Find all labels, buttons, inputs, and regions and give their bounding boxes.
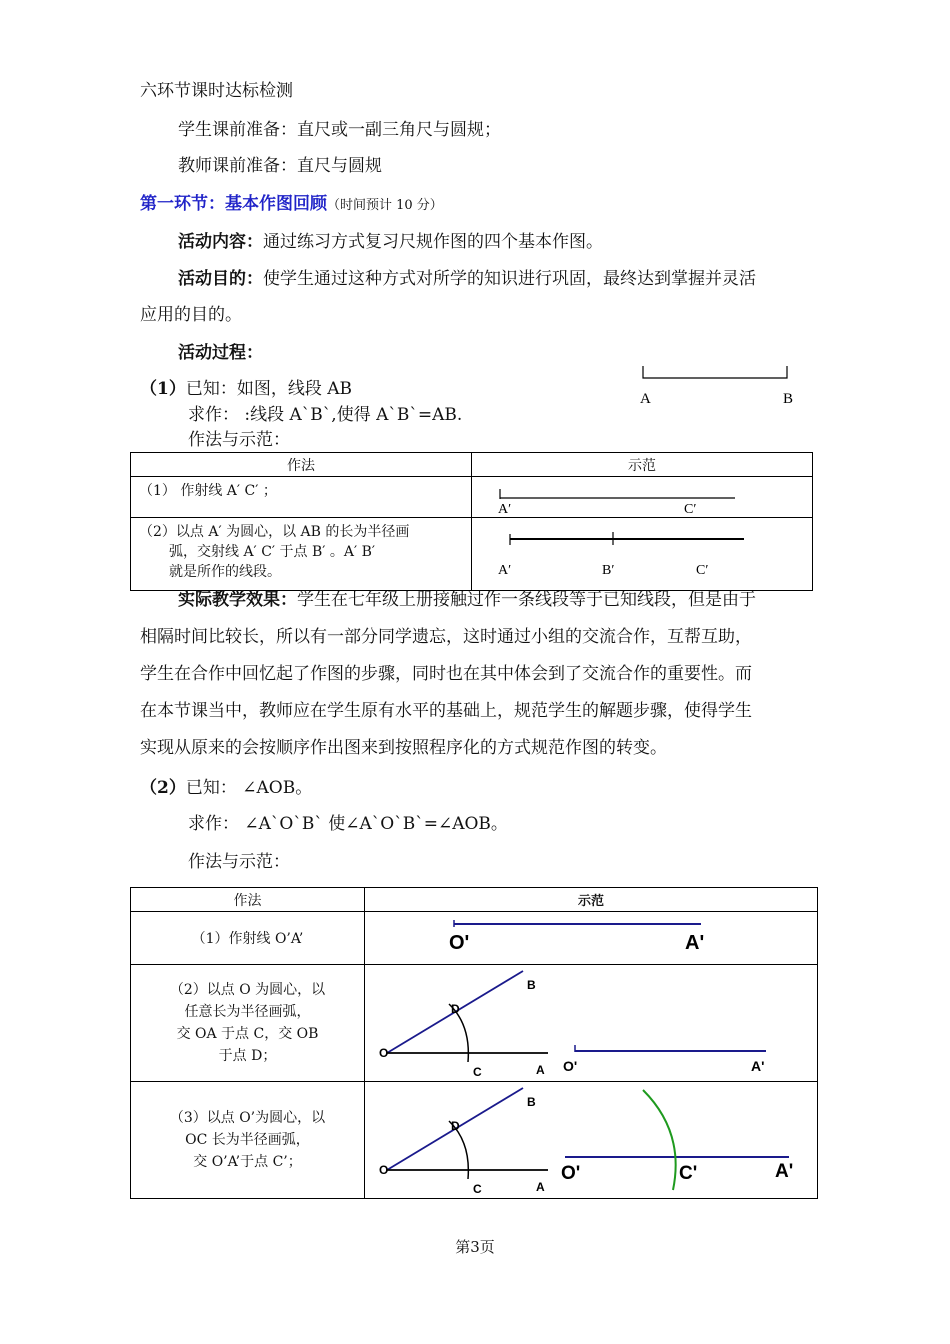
teaching-effect — [140, 582, 840, 767]
table2-row1-method: （1）作射线 O’A’ — [131, 912, 365, 965]
table2-row3-line2: OC 长为半径画弧， — [185, 1132, 310, 1148]
table1-row1-text: （1） 作射线 A′ C′ ； — [139, 483, 277, 499]
label-a: A — [640, 391, 651, 407]
copy-arc-diagram — [365, 1082, 817, 1198]
table2-row3-method — [131, 1082, 365, 1199]
student-prep: 学生课前准备：直尺或一副三角尺与圆规； — [178, 120, 501, 140]
problem1-table — [130, 452, 813, 591]
table1-row1-demo — [472, 477, 813, 518]
label-a-prime: A' — [685, 932, 705, 954]
teaching-effect-line4: 在本节课当中，教师应在学生原有水平的基础上，规范学生的解题步骤，使得学生 — [140, 701, 752, 721]
segment-ab-diagram — [630, 362, 810, 412]
label-c: C — [473, 1182, 482, 1196]
table2-row3-line1: （3）以点 O’为圆心，以 — [169, 1110, 326, 1126]
table1-row2-line3: 就是所作的线段。 — [169, 564, 281, 580]
problem1-num: （1） — [140, 379, 186, 399]
activity-goal-label: 活动目的： — [178, 269, 263, 289]
activity-goal — [178, 268, 756, 290]
label-a-prime: A′ — [498, 563, 512, 578]
label-o: O — [379, 1163, 389, 1177]
table2-row2-demo — [365, 965, 818, 1082]
label-c-prime: C′ — [684, 502, 697, 517]
teaching-effect-line2: 相隔时间比较长，所以有一部分同学遗忘，这时通过小组的交流合作，互帮互助， — [140, 627, 752, 647]
activity-content-label: 活动内容： — [178, 232, 263, 252]
table1-header-demo: 示范 — [472, 453, 813, 477]
teaching-effect-label: 实际教学效果： — [178, 590, 297, 610]
table2-header-method: 作法 — [131, 888, 365, 912]
teaching-effect-line3: 学生在合作中回忆起了作图的步骤，同时也在其中体会到了交流合作的重要性。而 — [140, 664, 752, 684]
section-title: 第一环节：基本作图回顾 — [140, 194, 327, 214]
problem1-given — [140, 378, 352, 400]
teacher-prep: 教师课前准备：直尺与圆规 — [178, 156, 382, 176]
table1-row2-method — [131, 518, 472, 591]
problem1-given-text: 已知：如图，线段 AB — [185, 379, 353, 399]
table2-row2-line1: （2）以点 O 为圆心，以 — [169, 982, 326, 998]
label-b: B — [783, 391, 794, 407]
activity-goal-text-2: 应用的目的。 — [140, 305, 242, 325]
page-number: 第3页 — [455, 1238, 495, 1256]
label-o-prime: O' — [563, 1058, 578, 1074]
section-heading — [140, 193, 443, 217]
table2-row1-demo — [365, 912, 818, 965]
problem1-method-title: 作法与示范： — [188, 430, 290, 450]
table2-row2-line2: 任意长为半径画弧， — [184, 1004, 311, 1020]
table1-row1-method — [131, 477, 472, 518]
label-a-prime: A' — [775, 1161, 794, 1182]
label-d: D — [451, 1002, 460, 1016]
segment-a-b-c-diagram — [472, 518, 812, 590]
arc-c-prime — [643, 1090, 676, 1190]
table1-row2-demo — [472, 518, 813, 591]
angle-aob-diagram — [365, 965, 817, 1081]
problem2-table — [130, 887, 818, 1199]
label-b-prime: B′ — [602, 563, 615, 578]
segment-ab — [643, 366, 787, 378]
problem1-task: 求作： :线段 A`B`,使得 A`B`=AB. — [188, 405, 463, 425]
teaching-effect-line5: 实现从原来的会按顺序作出图来到按照程序化的方式规范作图的转变。 — [140, 738, 667, 758]
problem2-given — [140, 777, 312, 799]
label-c-prime: C' — [679, 1163, 698, 1184]
label-a: A — [536, 1063, 545, 1077]
problem2-num: （2） — [140, 778, 186, 798]
table1-header-method: 作法 — [131, 453, 472, 477]
table1-row2-line2: 弧，交射线 A′ C′ 于点 B′ 。A′ B′ — [169, 544, 376, 560]
table2-header-demo: 示范 — [365, 888, 818, 912]
ray-a-c-diagram — [472, 477, 812, 517]
table2-row2-line4: 于点 D； — [218, 1048, 277, 1064]
label-o-prime: O' — [449, 932, 470, 954]
activity-process-label: 活动过程： — [178, 343, 263, 363]
section-time-note: （时间预计 10 分） — [327, 198, 443, 213]
table2-row2-line3: 交 OA 于点 C，交 OB — [176, 1026, 319, 1042]
label-c-prime: C′ — [696, 563, 709, 578]
table2-row3-demo — [365, 1082, 818, 1199]
table1-row2-line1: （2）以点 A′ 为圆心，以 AB 的长为半径画 — [139, 524, 410, 540]
activity-content-text: 通过练习方式复习尺规作图的四个基本作图。 — [263, 232, 603, 252]
label-o-prime: O' — [561, 1163, 581, 1184]
table2-row3-line3: 交 O’A’于点 C’； — [193, 1154, 302, 1170]
activity-goal-text-1: 使学生通过这种方式对所学的知识进行巩固，最终达到掌握并灵活 — [263, 269, 756, 289]
page-header-title: 六环节课时达标检测 — [140, 81, 293, 101]
ray-o-a-diagram — [365, 912, 817, 964]
problem2-given-text: 已知： ∠AOB。 — [185, 778, 313, 798]
label-b: B — [527, 978, 536, 992]
label-b: B — [527, 1095, 536, 1109]
teaching-effect-line1: 学生在七年级上册接触过作一条线段等于已知线段，但是由于 — [297, 590, 756, 610]
label-c: C — [473, 1065, 482, 1079]
label-a-prime: A′ — [498, 502, 512, 517]
label-a: A — [536, 1180, 545, 1194]
activity-content — [178, 231, 603, 253]
label-d: D — [451, 1119, 460, 1133]
problem2-method-title: 作法与示范： — [188, 852, 290, 872]
label-a-prime: A' — [751, 1058, 765, 1074]
problem2-task: 求作： ∠A`O`B` 使∠A`O`B`=∠AOB。 — [188, 814, 508, 834]
label-o: O — [379, 1046, 389, 1060]
table1-row2-text — [131, 518, 471, 586]
table2-row2-method — [131, 965, 365, 1082]
